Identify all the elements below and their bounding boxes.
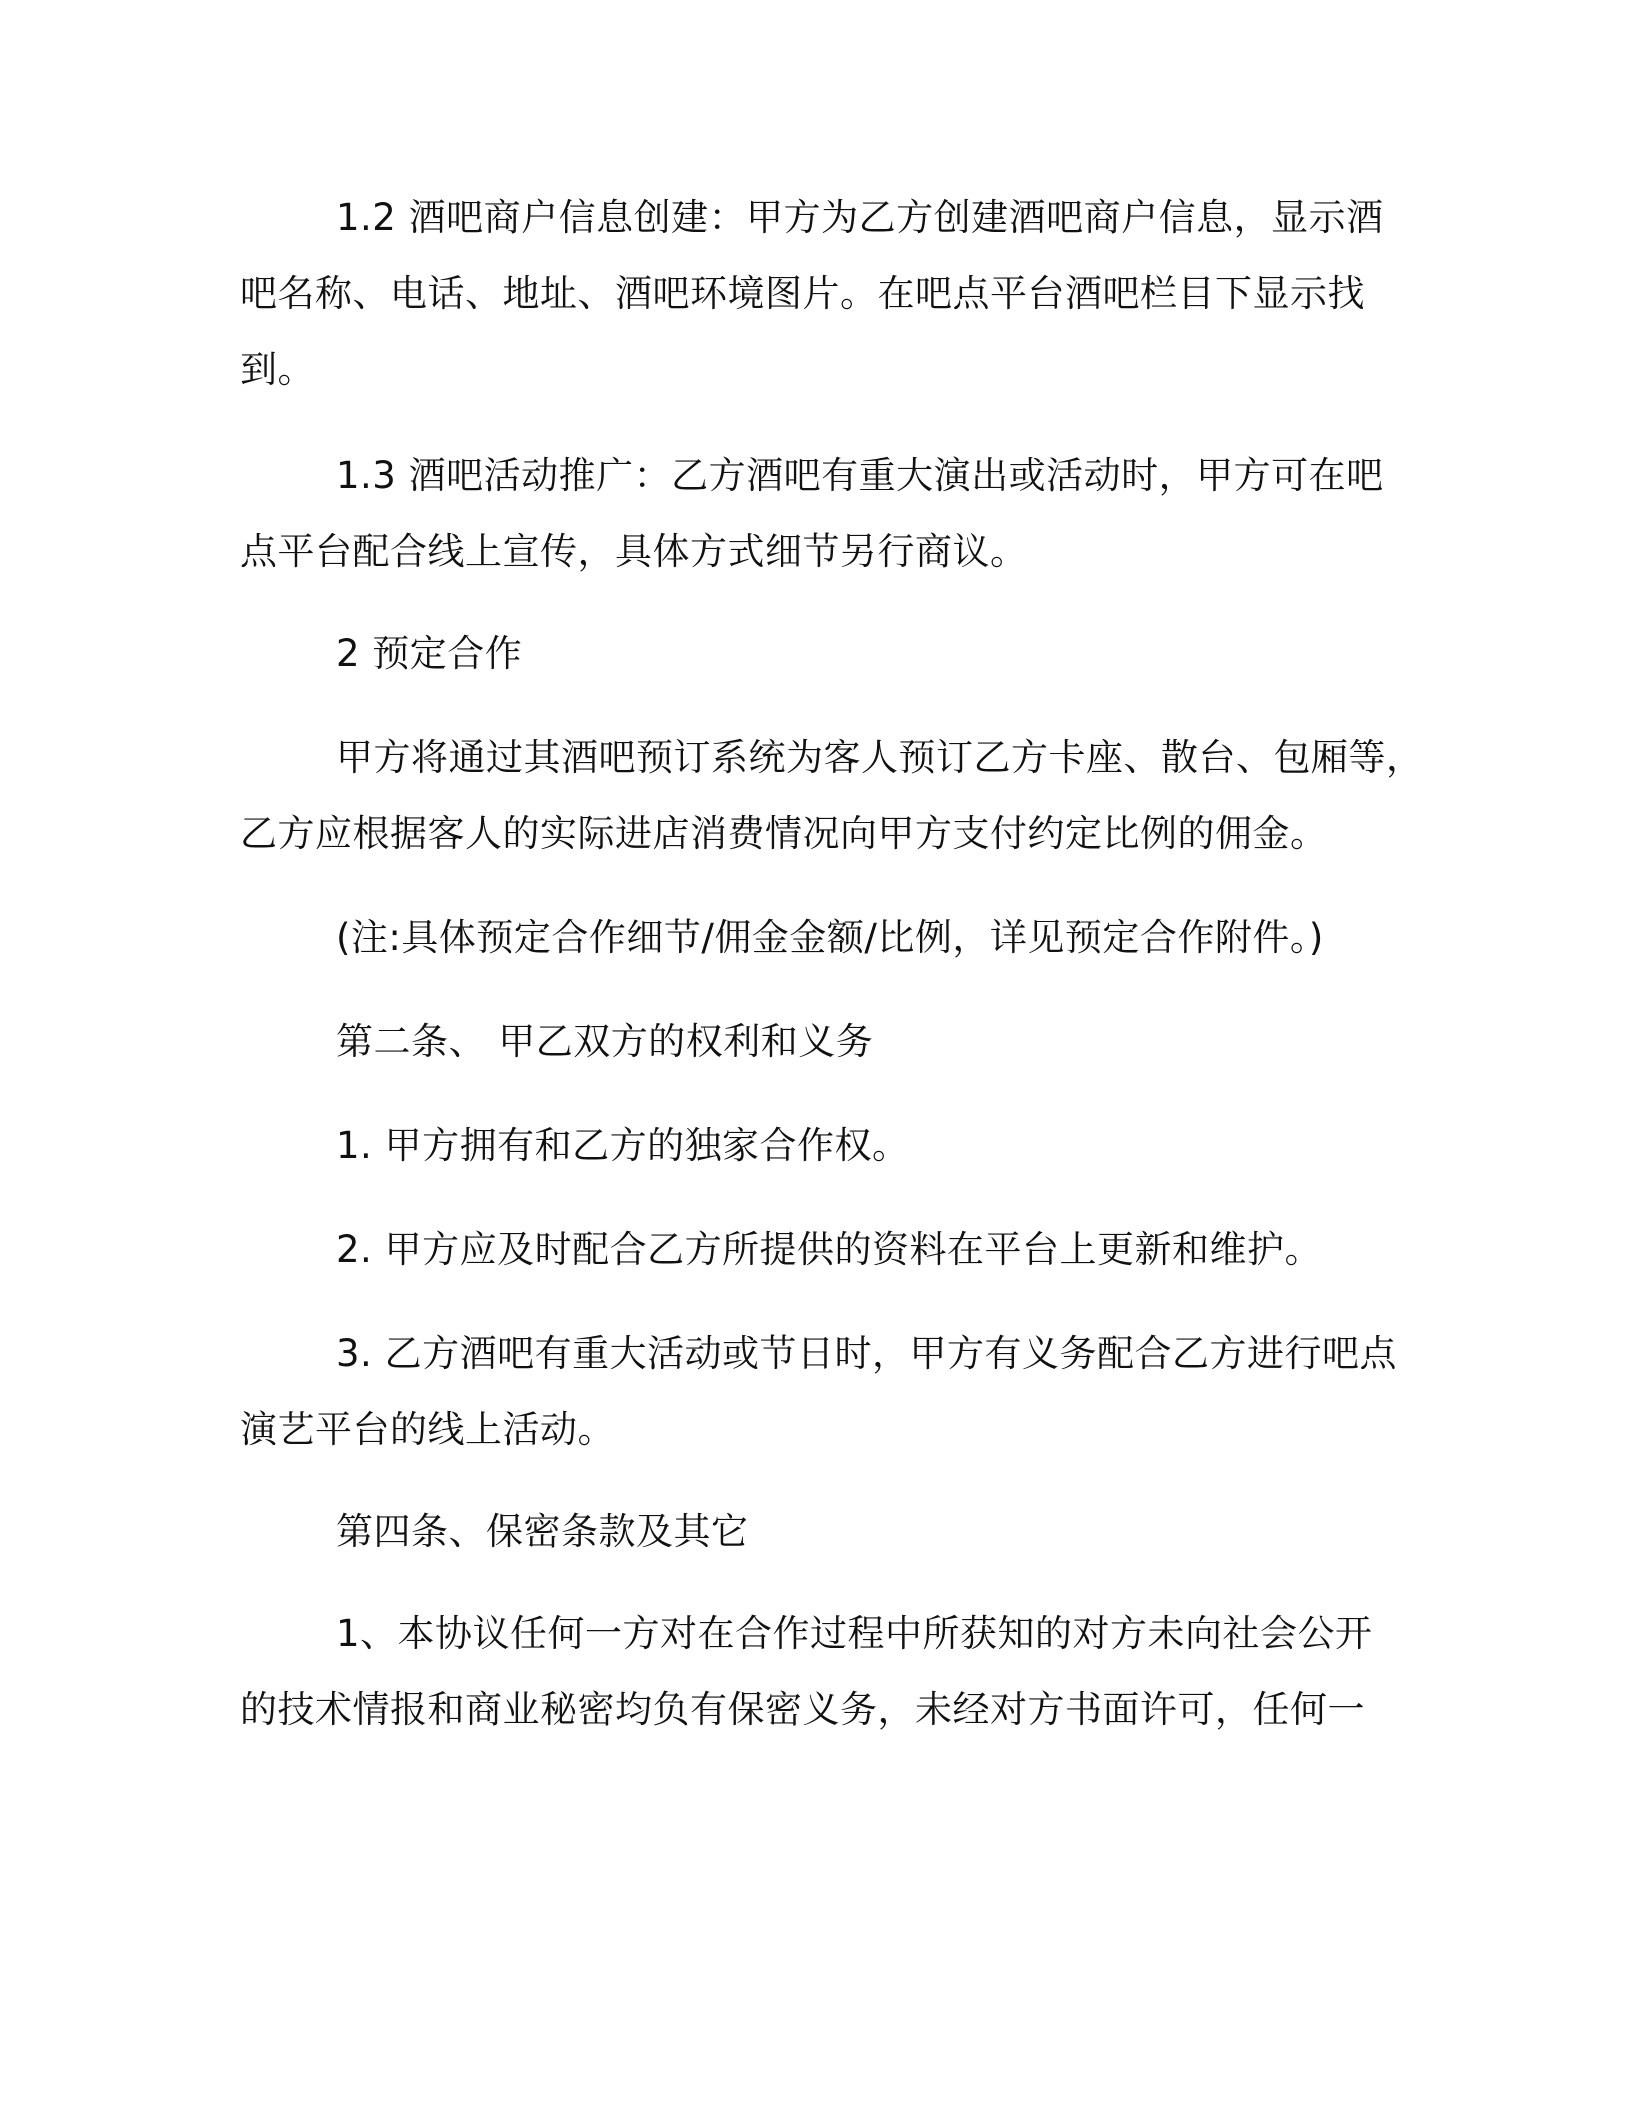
article-heading-confidentiality: 第四条、保密条款及其它 <box>336 1510 749 1553</box>
rights-item-1: 1. 甲方拥有和乙方的独家合作权。 <box>336 1124 910 1167</box>
clause-1-2-line-3: 到。 <box>240 348 315 391</box>
rights-item-3-line-1: 3. 乙方酒吧有重大活动或节日时，甲方有义务配合乙方进行吧点 <box>336 1332 1398 1375</box>
section-heading-booking: 2 预定合作 <box>336 632 523 675</box>
booking-paragraph-line-2: 乙方应根据客人的实际进店消费情况向甲方支付约定比例的佣金。 <box>240 812 1328 855</box>
booking-note: (注:具体预定合作细节/佣金金额/比例，详见预定合作附件。) <box>336 916 1324 959</box>
clause-1-2-line-2: 吧名称、电话、地址、酒吧环境图片。在吧点平台酒吧栏目下显示找 <box>240 272 1365 315</box>
clause-1-3-line-2: 点平台配合线上宣传，具体方式细节另行商议。 <box>240 530 1028 573</box>
booking-paragraph-line-1: 甲方将通过其酒吧预订系统为客人预订乙方卡座、散台、包厢等， <box>336 736 1424 779</box>
confidentiality-paragraph-line-2: 的技术情报和商业秘密均负有保密义务，未经对方书面许可，任何一 <box>240 1688 1365 1731</box>
confidentiality-paragraph-line-1: 1、本协议任何一方对在合作过程中所获知的对方未向社会公开 <box>336 1612 1373 1655</box>
clause-1-3-line-1: 1.3 酒吧活动推广：乙方酒吧有重大演出或活动时，甲方可在吧 <box>336 454 1384 497</box>
rights-item-2: 2. 甲方应及时配合乙方所提供的资料在平台上更新和维护。 <box>336 1228 1323 1271</box>
rights-item-3-line-2: 演艺平台的线上活动。 <box>240 1408 615 1451</box>
article-heading-rights: 第二条、 甲乙双方的权利和义务 <box>336 1020 874 1063</box>
clause-1-2-line-1: 1.2 酒吧商户信息创建：甲方为乙方创建酒吧商户信息，显示酒 <box>336 196 1384 239</box>
